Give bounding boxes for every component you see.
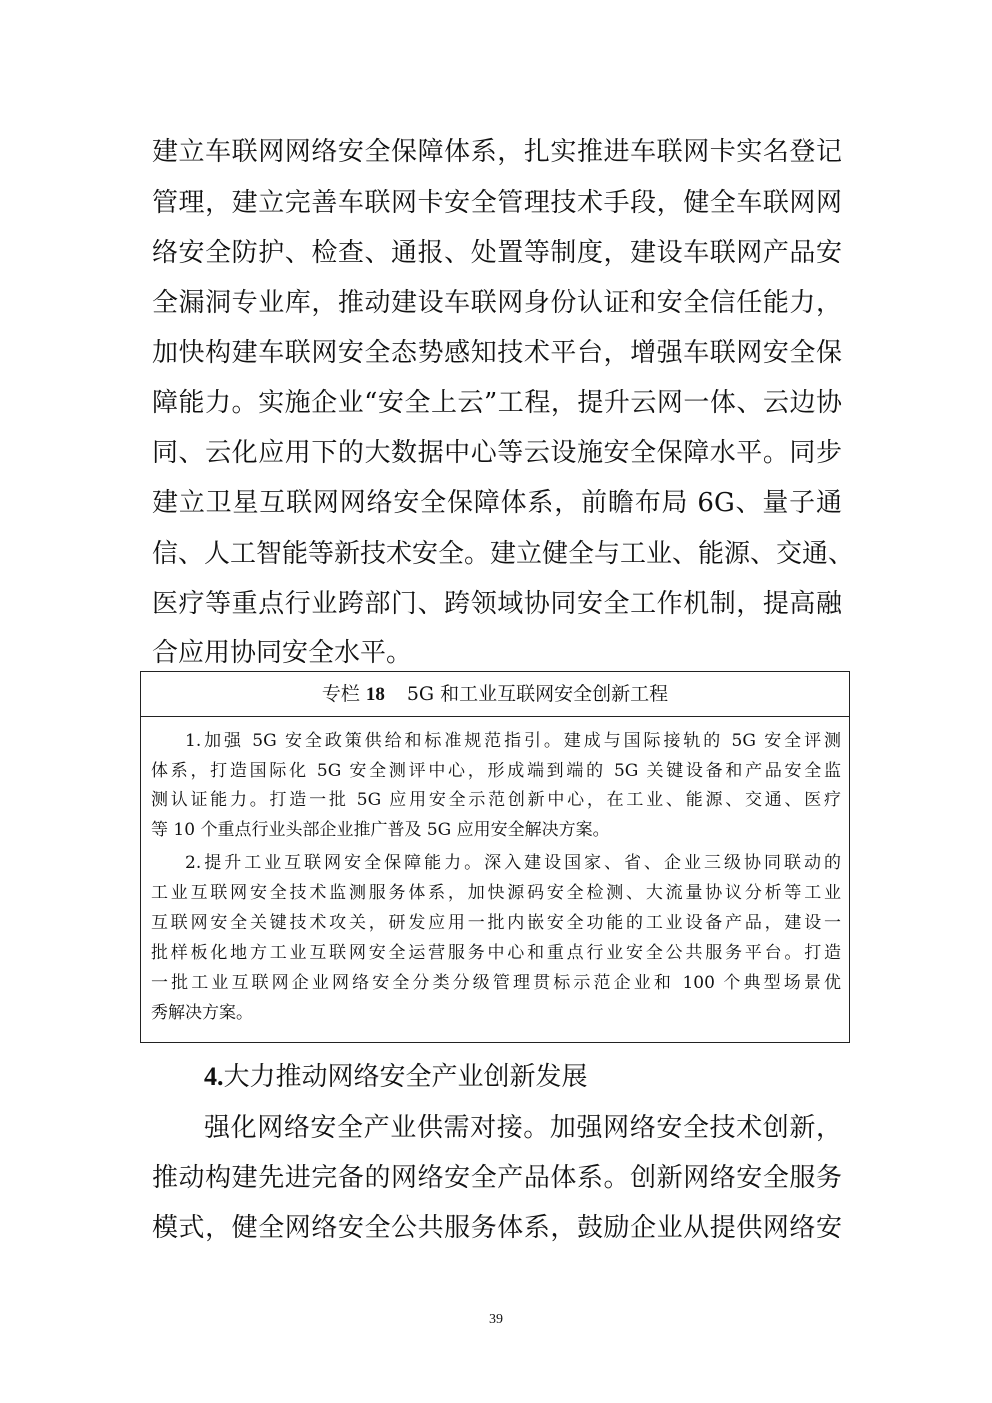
section-heading [204, 1062, 588, 1092]
paragraph-line: 障能力。实施企业“安全上云”工程，提升云网一体、云边协 [152, 388, 842, 418]
page-number: 39 [489, 1312, 503, 1327]
paragraph-line: 强化网络安全产业供需对接。加强网络安全技术创新， [204, 1113, 842, 1143]
paragraph-line: 模式，健全网络安全公共服务体系，鼓励企业从提供网络安 [152, 1213, 842, 1243]
column-item-line: 2.提升工业互联网安全保障能力。深入建设国家、省、企业三级协同联动的 [185, 853, 841, 873]
column-item-line: 1.加强 5G 安全政策供给和标准规范指引。建成与国际接轨的 5G 安全评测 [185, 731, 841, 751]
column-item-line: 体系，打造国际化 5G 安全测评中心，形成端到端的 5G 关键设备和产品安全监 [151, 761, 841, 781]
paragraph-line: 加快构建车联网安全态势感知技术平台，增强车联网安全保 [152, 338, 842, 368]
paragraph-line: 医疗等重点行业跨部门、跨领域协同安全工作机制，提高融 [152, 589, 842, 619]
column-box-title-text: 5G 和工业互联网安全创新工程 [406, 683, 669, 705]
column-item-line: 工业互联网安全技术监测服务体系，加快源码安全检测、大流量协议分析等工业 [151, 883, 841, 903]
paragraph-line: 推动构建先进完备的网络安全产品体系。创新网络安全服务 [152, 1163, 842, 1193]
column-item-line: 等 10 个重点行业头部企业推广普及 5G 应用安全解决方案。 [151, 820, 610, 840]
column-box-number: 18 [365, 684, 385, 705]
paragraph-line: 同、云化应用下的大数据中心等云设施安全保障水平。同步 [152, 438, 842, 468]
paragraph-line: 建立卫星互联网网络安全保障体系，前瞻布局 6G、量子通 [152, 488, 842, 518]
column-item-line: 批样板化地方工业互联网安全运营服务中心和重点行业安全公共服务平台。打造 [151, 943, 841, 963]
paragraph-line: 络安全防护、检查、通报、处置等制度，建设车联网产品安 [152, 238, 842, 268]
column-item-line: 互联网安全关键技术攻关，研发应用一批内嵌安全功能的工业设备产品，建设一 [151, 913, 841, 933]
column-item-line: 测认证能力。打造一批 5G 应用安全示范创新中心，在工业、能源、交通、医疗 [151, 790, 841, 810]
section-title: 大力推动网络安全产业创新发展 [223, 1062, 588, 1092]
section-number: 4. [204, 1062, 224, 1091]
paragraph-line: 管理，建立完善车联网卡安全管理技术手段，健全车联网网 [152, 188, 842, 218]
paragraph-line: 全漏洞专业库，推动建设车联网身份认证和安全信任能力， [152, 288, 842, 318]
column-item-line: 秀解决方案。 [151, 1003, 253, 1023]
column-box-title-prefix: 专栏 [321, 683, 360, 705]
column-item-line: 一批工业互联网企业网络安全分类分级管理贯标示范企业和 100 个典型场景优 [151, 973, 841, 993]
paragraph-line: 建立车联网网络安全保障体系，扎实推进车联网卡实名登记 [152, 137, 842, 167]
paragraph-line: 信、人工智能等新技术安全。建立健全与工业、能源、交通、 [152, 539, 855, 569]
paragraph-line: 合应用协同安全水平。 [152, 638, 413, 668]
column-box [140, 671, 850, 1043]
column-box-title [141, 672, 849, 717]
